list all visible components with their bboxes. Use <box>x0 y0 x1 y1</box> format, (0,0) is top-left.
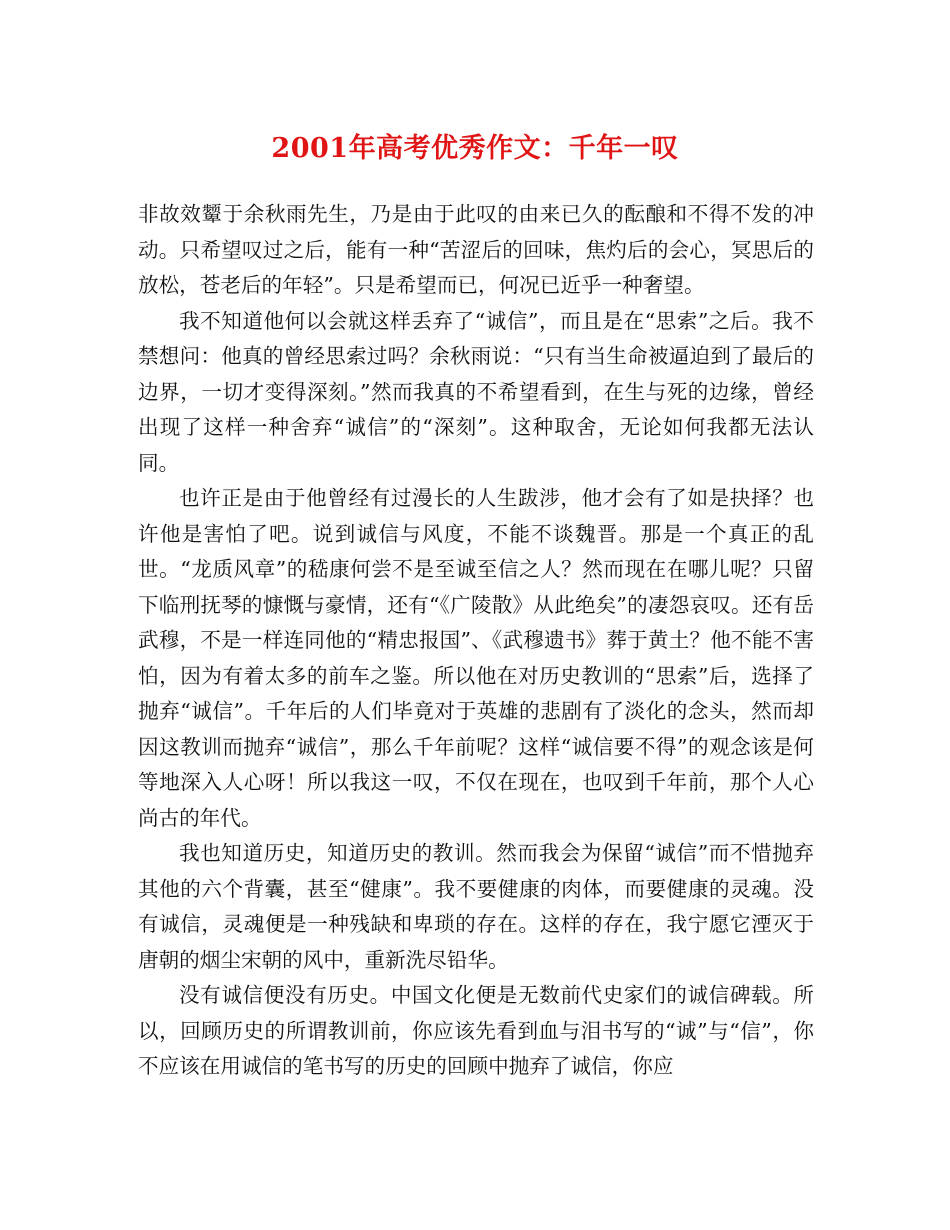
essay-body <box>138 197 814 1085</box>
paragraph-5: 没有诚信便没有历史。中国文化便是无数前代史家们的诚信碑载。所以，回顾历史的所谓教训前，你应该先看到血与泪书写的“诚”与“信”，你不应该在用诚信的笔书写的历史的回顾中抛弃了诚信，你应 <box>138 983 814 1078</box>
paragraph-1: 非故效颦于余秋雨先生，乃是由于此叹的由来已久的酝酿和不得不发的冲动。只希望叹过之后，能有一种“苦涩后的回味，焦灼后的会心，冥思后的放松，苍老后的年轻”。只是希望而已，何况已近乎一种奢望。 <box>138 202 814 297</box>
paragraph-2: 我不知道他何以会就这样丢弃了“诚信”，而且是在“思索”之后。我不禁想问：他真的曾经思索过吗？余秋雨说：“只有当生命被逼迫到了最后的边界，一切才变得深刻。”然而我真的不希望看到，在生与死的边缘，曾经出现了这样一种舍弃“诚信”的“深刻”。这种取舍，无论如何我都无法认同。 <box>138 308 814 475</box>
document-title: 2001年高考优秀作文：千年一叹 <box>271 133 679 164</box>
paragraph-4: 我也知道历史，知道历史的教训。然而我会为保留“诚信”而不惜抛弃其他的六个背囊，甚至“健康”。我不要健康的肉体，而要健康的灵魂。没有诚信，灵魂便是一种残缺和卑琐的存在。这样的存在，我宁愿它湮灭于唐朝的烟尘宋朝的风中，重新洗尽铅华。 <box>138 841 814 972</box>
paragraph-3: 也许正是由于他曾经有过漫长的人生跋涉，他才会有了如是抉择？也许他是害怕了吧。说到诚信与风度，不能不谈魏晋。那是一个真正的乱世。“龙质风章”的嵇康何尝不是至诚至信之人？然而现在在哪儿呢？只留下临刑抚琴的慷慨与豪情，还有“《广陵散》从此绝矣”的凄怨哀叹。还有岳武穆，不是一样连同他的“精忠报国”、《武穆遗书》葬于黄土？他不能不害怕，因为有着太多的前车之鉴。所以他在对历史教训的“思索”后，选择了抛弃“诚信”。千年后的人们毕竟对于英雄的悲剧有了淡化的念头，然而却因这教训而抛弃“诚信”，那么千年前呢？这样“诚信要不得”的观念该是何等地深入人心呀！所以我这一叹，不仅在现在，也叹到千年前，那个人心尚古的年代。 <box>138 486 814 830</box>
